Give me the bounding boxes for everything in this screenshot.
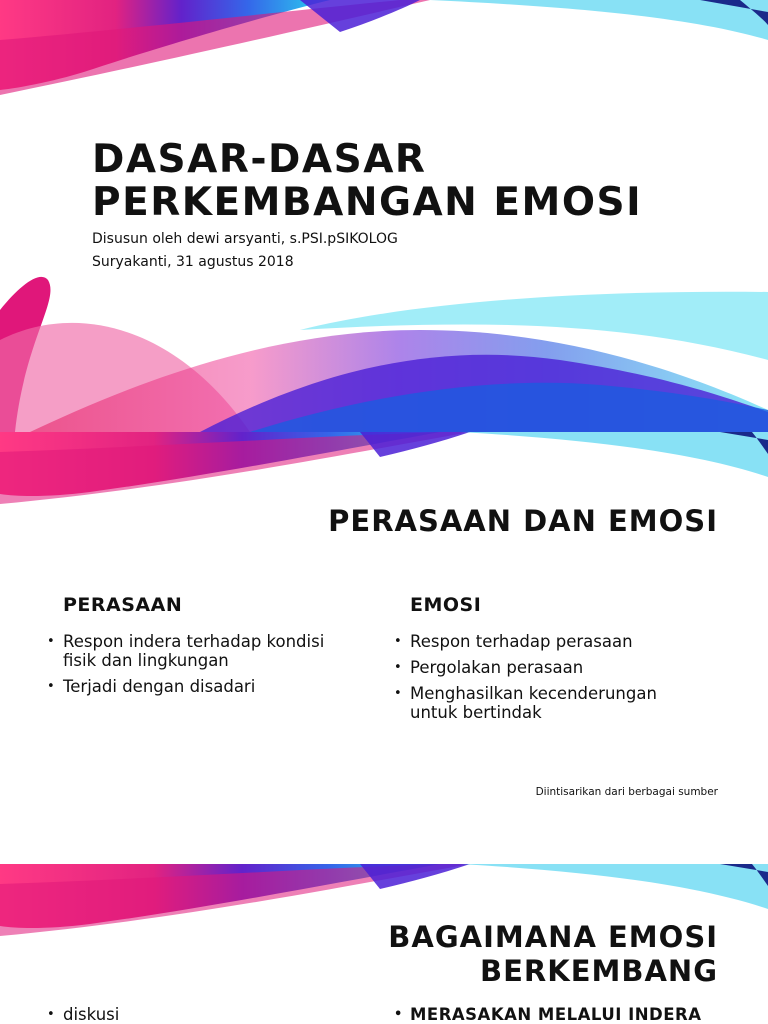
perasaan-heading: PERASAAN [63,594,183,616]
title-slide [0,0,768,432]
list-item: • MERASAKAN MELALUI INDERA [394,1005,734,1024]
presentation-title [92,138,642,224]
place-date-line: Suryakanti, 31 agustus 2018 [92,254,294,270]
author-line: Disusun oleh dewi arsyanti, s.PSI.pSIKOLOG [92,231,398,247]
right-list [394,1005,734,1024]
emosi-heading: EMOSI [410,594,482,616]
title-line-1: DASAR-DASAR [92,137,427,182]
slide-title: PERASAAN DAN EMOSI [328,504,718,538]
content-slide-perkembangan [0,864,768,1024]
emosi-list [394,632,694,729]
title-line-2: PERKEMBANGAN EMOSI [92,180,643,225]
list-item: • Respon terhadap perasaan [394,632,694,651]
list-item: • Terjadi dengan disadari [47,677,347,696]
slide-title [388,920,718,988]
list-item: • Respon indera terhadap kondisi fisik dan lingkungan [47,632,347,670]
title-line-1: BAGAIMANA EMOSI [388,920,718,954]
title-line-2: BERKEMBANG [479,954,718,988]
list-item: • diskusi [47,1005,347,1024]
list-item: • Pergolakan perasaan [394,658,694,677]
source-note: Diintisarikan dari berbagai sumber [535,786,718,798]
content-slide-perasaan-emosi [0,432,768,864]
list-item: • Menghasilkan kecenderungan untuk bertindak [394,684,694,722]
perasaan-list [47,632,347,703]
left-list [47,1005,347,1024]
